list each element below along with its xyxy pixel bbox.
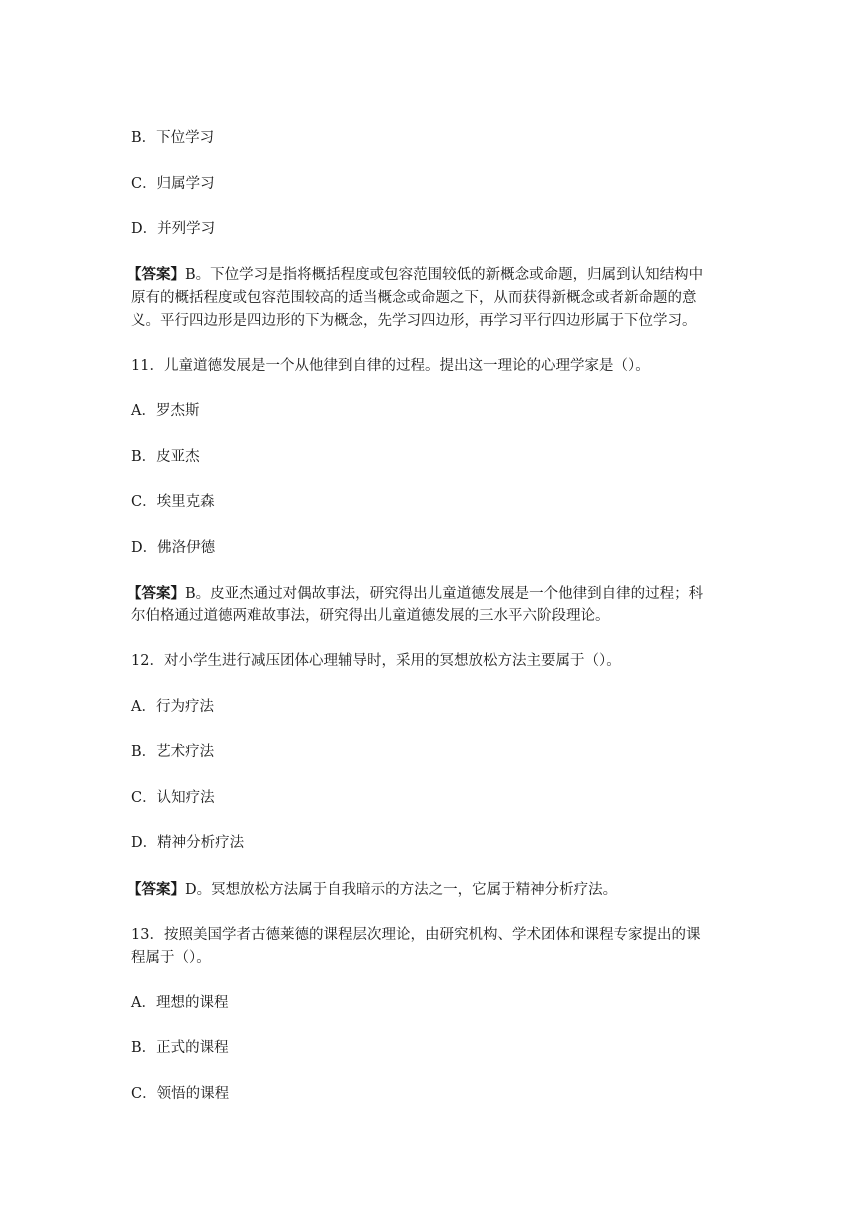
q13-option-a: A．理想的课程 xyxy=(131,995,229,1011)
q11-option-b: B．皮亚杰 xyxy=(131,449,200,465)
q12-option-d: D．精神分析疗法 xyxy=(131,835,245,851)
q12-option-a: A．行为疗法 xyxy=(131,699,214,715)
answer-tag: 【答案】 xyxy=(127,881,185,898)
q13-stem-line-1: 13．按照美国学者古德莱德的课程层次理论，由研究机构、学术团体和课程专家提出的课 xyxy=(131,927,701,943)
q10-option-b: B．下位学习 xyxy=(131,130,215,146)
q12-option-c: C．认知疗法 xyxy=(131,790,215,806)
q11-option-d: D．佛洛伊德 xyxy=(131,540,216,556)
q11-option-a: A．罗杰斯 xyxy=(131,403,200,419)
q13-option-b: B．正式的课程 xyxy=(131,1040,229,1056)
answer-tag: 【答案】 xyxy=(127,266,185,283)
q12-answer-line-1 xyxy=(127,878,727,903)
q10-answer-line-3: 义。平行四边形是四边形的下为概念，先学习四边形，再学习平行四边形属于下位学习。 xyxy=(131,313,697,329)
answer-text: D。冥想放松方法属于自我暗示的方法之一，它属于精神分析疗法。 xyxy=(185,882,618,898)
q13-option-c: C．领悟的课程 xyxy=(131,1086,230,1102)
q11-option-c: C．埃里克森 xyxy=(131,494,215,510)
answer-text: B。下位学习是指将概括程度或包容范围较低的新概念或命题，归属到认知结构中 xyxy=(185,267,704,283)
q13-stem-line-2: 程属于（）。 xyxy=(131,950,211,966)
q10-option-d: D．并列学习 xyxy=(131,221,216,237)
q12-option-b: B．艺术疗法 xyxy=(131,744,215,760)
q12-stem: 12．对小学生进行减压团体心理辅导时，采用的冥想放松方法主要属于（）。 xyxy=(131,653,621,669)
q10-answer-line-2: 原有的概括程度或包容范围较高的适当概念或命题之下，从而获得新概念或者新命题的意 xyxy=(131,290,697,306)
answer-tag: 【答案】 xyxy=(127,585,185,602)
q11-answer-line-1 xyxy=(127,582,727,607)
answer-text: B。皮亚杰通过对偶故事法，研究得出儿童道德发展是一个他律到自律的过程；科 xyxy=(185,586,704,602)
q11-answer-line-2: 尔伯格通过道德两难故事法，研究得出儿童道德发展的三水平六阶段理论。 xyxy=(131,608,610,624)
q10-option-c: C．归属学习 xyxy=(131,176,215,192)
q11-stem: 11．儿童道德发展是一个从他律到自律的过程。提出这一理论的心理学家是（）。 xyxy=(131,358,650,374)
q10-answer-line-1 xyxy=(127,263,727,288)
